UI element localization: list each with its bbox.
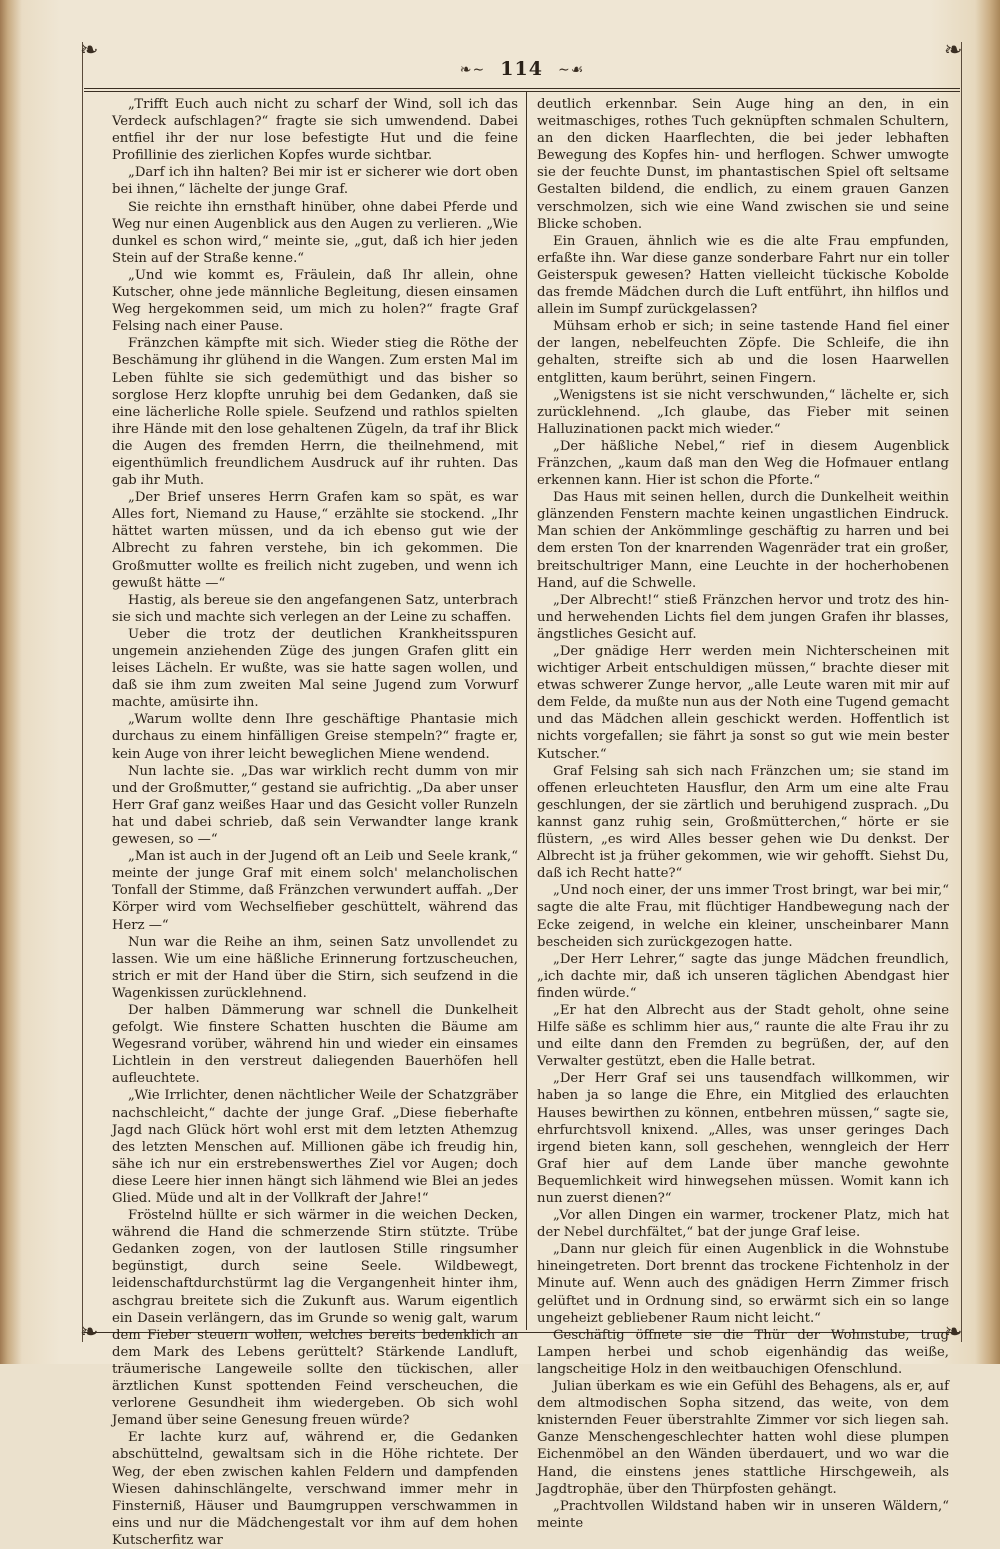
paragraph-continued: deutlich erkennbar. Sein Auge hing an den, in ein weitmaschiges, rothes Tuch geknüpften schmalen Schultern, an den dicken Haarflechten, die bei jeder lebhaften Bewegung des Kopfes hin- und herflogen. Schwer umwogte sie der feuchte Dunst, im phantastischen Spiel oft seltsame Gestalten bildend, die endlich, zu einem grauen Ganzen verschmolzen, sich wie eine Wand zwischen sie und seine Blicke schoben. — [537, 97, 949, 232]
paragraph: Fränzchen kämpfte mit sich. Wieder stieg die Röthe der Beschämung ihr glühend in die Wangen. Zum ersten Mal im Leben fühlte sie sich gedemüthigt und das bisher so sorglose Herz klopfte unruhig bei dem Gedanken, daß sie eine lächerliche Rolle spiele. Seufzend und rathlos spielten ihre Hände mit den lose gehaltenen Zügeln, da traf ihr Blick die Augen des fremden Herrn, die theilnehmend, mit eigenthümlich freundlichem Ausdruck auf ihr ruhten. Das gab ihr Muth. — [112, 336, 518, 489]
paragraph: Nun war die Reihe an ihm, seinen Satz unvollendet zu lassen. Wie um eine häßliche Erinnerung fortzuscheuchen, strich er mit der Hand über die Stirn, sich seufzend in die Wagenkissen zurücklehnend. — [112, 934, 518, 1001]
paragraph: „Der Herr Lehrer,“ sagte das junge Mädchen freundlich, „ich dachte mir, daß ich unseren täglichen Abendgast hier finden würde.“ — [537, 951, 949, 1001]
header-ornament-left: ❧∼ — [459, 62, 486, 78]
paragraph: Sie reichte ihn ernsthaft hinüber, ohne dabei Pferde und Weg nur einen Augenblick aus den Augen zu verlieren. „Wie dunkel es schon wird,“ meinte sie, „gut, daß ich hier jeden Stein auf der Straße kenne.“ — [112, 199, 518, 266]
page-header — [82, 58, 962, 86]
right-column — [537, 96, 949, 1531]
paragraph: „Und wie kommt es, Fräulein, daß Ihr allein, ohne Kutscher, ohne jede männliche Begleitung, diesen einsamen Weg hergekommen seid, um mich zu holen?“ fragte Graf Felsing nach einer Pause. — [112, 267, 518, 335]
paragraph: „Prachtvollen Wildstand haben wir in unseren Wäldern,“ meinte — [537, 1498, 949, 1531]
left-column — [112, 96, 518, 1548]
paragraph: Hastig, als bereue sie den angefangenen Satz, unterbrach sie sich und machte sich verlegen an der Leine zu schaffen. — [112, 592, 518, 625]
paragraph: „Dann nur gleich für einen Augenblick in die Wohnstube hineingetreten. Dort brennt das trockene Fichtenholz in der Minute auf. Wenn auch des gnädigen Herrn Zimmer frisch gelüftet und in Ordnung sind, so erwärmt sich ein so lange ungeheizt gebliebener Raum nicht leicht.“ — [537, 1242, 949, 1326]
corner-ornament-top-left: ❧ — [80, 38, 99, 63]
corner-ornament-bottom-left: ❧ — [80, 1320, 99, 1345]
paragraph: „Der häßliche Nebel,“ rief in diesem Augenblick Fränzchen, „kaum daß man den Weg die Hofmauer entlang erkennen kann. Hier ist schon die Pforte.“ — [537, 438, 949, 489]
paragraph: „Wenigstens ist sie nicht verschwunden,“ lächelte er, sich zurücklehnend. „Ich glaube, das Fieber mit seinen Halluzinationen packt mich wieder.“ — [537, 387, 949, 437]
header-rule-inner — [84, 91, 960, 92]
paragraph: „Der Herr Graf sei uns tausendfach willkommen, wir haben ja so lange die Ehre, ein Mitglied des erlauchten Hauses bewirthen zu können, entbehren müssen,“ sagte sie, ehrfurchtsvoll knixend. „Alles, was unser geringes Dach irgend bieten kann, soll geschehen, wenngleich der Herr Graf hier auf dem Lande über manche gewohnte Bequemlichkeit wird hinwegsehen müssen. Womit kann ich nun zuerst dienen?“ — [537, 1071, 949, 1206]
paragraph: „Man ist auch in der Jugend oft an Leib und Seele krank,“ meinte der junge Graf mit einem solch' melancholischen Tonfall der Stimme, daß Fränzchen verwundert auffah. „Der Körper wird vom Wechselfieber geschüttelt, während das Herz —“ — [112, 849, 518, 933]
paragraph: Ein Grauen, ähnlich wie es die alte Frau empfunden, erfaßte ihn. War diese ganze sonderbare Fahrt nur ein toller Geisterspuk gewesen? Hatten vielleicht tückische Kobolde das fremde Mädchen durch die Luft entführt, ihn hilflos und allein im Sumpf zurückgelassen? — [537, 233, 949, 318]
paragraph: „Vor allen Dingen ein warmer, trockener Platz, mich hat der Nebel durchfältet,“ bat der junge Graf leise. — [537, 1208, 949, 1241]
paragraph: Das Haus mit seinen hellen, durch die Dunkelheit weithin glänzenden Fenstern machte keinen ungastlichen Eindruck. Man schien der Ankömmlinge geschäftig zu harren und bei dem ersten Ton der knarrenden Wagenräder trat ein großer, breitschultriger Mann, eine Leuchte in der hocherhobenen Hand, auf die Schwelle. — [537, 490, 949, 591]
paragraph: Nun lachte sie. „Das war wirklich recht dumm von mir und der Großmutter,“ gestand sie aufrichtig. „Da aber unser Herr Graf ganz weißes Haar und das Gesicht voller Runzeln hat und dabei schrieb, daß sein Verwandter lange krank gewesen, so —“ — [112, 763, 518, 848]
paragraph: Ueber die trotz der deutlichen Krankheitsspuren ungemein anziehenden Züge des jungen Grafen glitt ein leises Lächeln. Er wußte, was sie hatte sagen wollen, und daß sie ihm zum zweiten Mal seine Jugend zum Vorwurf machte, amüsirte ihn. — [112, 626, 518, 711]
paragraph: „Trifft Euch auch nicht zu scharf der Wind, soll ich das Verdeck aufschlagen?“ fragte sie sich umwendend. Dabei entfiel ihr der nur lose befestigte Hut und die feine Profillinie des zierlichen Kopfes wurde sichtbar. — [112, 97, 518, 164]
paragraph: „Darf ich ihn halten? Bei mir ist er sicherer wie dort oben bei ihnen,“ lächelte der junge Graf. — [112, 165, 518, 198]
paragraph: „Der Brief unseres Herrn Grafen kam so spät, es war Alles fort, Niemand zu Hause,“ erzählte sie stockend. „Ihr hättet warten müssen, und da ich ebenso gut wie der Albrecht zu fahren verstehe, bin ich gekommen. Die Großmutter wollte es freilich nicht zugeben, und wenn ich gewußt hätte —“ — [112, 490, 518, 591]
paragraph: Mühsam erhob er sich; in seine tastende Hand fiel einer der langen, nebelfeuchten Zöpfe. Die Schleife, die ihn gehalten, streifte sich ab und die losen Haarwellen entglitten, kaum berührt, seinen Fingern. — [537, 319, 949, 386]
paragraph: „Der Albrecht!“ stieß Fränzchen hervor und trotz des hin- und herwehenden Lichts fiel dem jungen Grafen ihr blasses, ängstliches Gesicht auf. — [537, 592, 949, 642]
paragraph: „Wie Irrlichter, denen nächtlicher Weile der Schatzgräber nachschleicht,“ dachte der junge Graf. „Diese fieberhafte Jagd nach Glück hört wohl erst mit dem letzten Athemzug des letzten Menschen auf. Millionen gäbe ich freudig hin, sähe ich nur ein erstrebenswerthes Ziel vor Augen; doch diese Leere hier innen hängt sich lähmend wie Blei an jedes Glied. Müde und alt in der Vollkraft der Jahre!“ — [112, 1088, 518, 1206]
paragraph: „Und noch einer, der uns immer Trost bringt, war bei mir,“ sagte die alte Frau, mit flüchtiger Handbewegung nach der Ecke zeigend, in welche ein kleiner, unscheinbarer Mann bescheiden sich zurückgezogen hatte. — [537, 883, 949, 950]
paragraph: „Warum wollte denn Ihre geschäftige Phantasie mich durchaus zu einem hinfälligen Greise stempeln?“ fragte er, kein Auge von ihrer leicht beweglichen Miene wendend. — [112, 712, 518, 762]
paragraph: Geschäftig öffnete sie die Thür der Wohnstube, trug Lampen herbei und schob eigenhändig das weiße, langscheitige Holz in den weitbauchigen Ofenschlund. — [537, 1327, 949, 1377]
paragraph: Graf Felsing sah sich nach Fränzchen um; sie stand im offenen erleuchteten Hausflur, den Arm um eine alte Frau geschlungen, der sie zärtlich und beruhigend zusprach. „Du kannst ganz ruhig sein, Großmütterchen,“ hörte er sie flüstern, „es wird Alles besser gehen wie Du denkst. Der Albrecht ist ja früher gekommen, wie wir gehofft. Siehst Du, daß ich Recht hatte?“ — [537, 763, 949, 882]
paragraph: Er lachte kurz auf, während er, die Gedanken abschüttelnd, gewaltsam sich in die Höhe richtete. Der Weg, der eben zwischen kahlen Feldern und dampfenden Wiesen dahinschlängelte, verschwand immer mehr in Finsterniß, Häuser und Baumgruppen verschwammen in eins und nur die Mädchengestalt vor ihm auf dem hohen Kutscherfitz war — [112, 1430, 518, 1548]
column-divider — [526, 92, 527, 1330]
paragraph: Fröstelnd hüllte er sich wärmer in die weichen Decken, während die Hand die schmerzende Stirn stützte. Trübe Gedanken zogen, von der lautlosen Stille ringsumher begünstigt, durch seine Seele. Wildbewegt, leidenschaftdurchstürmt lag die Vergangenheit hinter ihm, aschgrau breitete sich die Zukunft aus. Warum eigentlich ein Dasein verlängern, das im Grunde so wenig galt, warum dem Fieber steuern wollen, welches bereits bedenklich an dem Mark des Lebens gerüttelt? Stärkende Landluft, träumerische Langeweile sollte den tückischen, aller ärztlichen Kunst spottenden Feind verscheuchen, die verlorene Gesundheit ihm wiedergeben. Ob sich wohl Jemand über seine Genesung freuen würde? — [112, 1208, 518, 1429]
paragraph: Julian überkam es wie ein Gefühl des Behagens, als er, auf dem altmodischen Sopha sitzend, das weite, von dem knisternden Feuer überstrahlte Zimmer vor sich liegen sah. Ganze Menschengeschlechter hatten wohl diese plumpen Eichenmöbel an den Wänden überdauert, und wo war die Hand, die einstens jenes stattliche Hirschgeweih, als Jagdtrophäe, über den Thürpfosten gehängt. — [537, 1379, 949, 1497]
page-number: 114 — [500, 58, 543, 80]
corner-ornament-bottom-right: ❧ — [944, 1320, 963, 1345]
header-ornament-right: ∼☙ — [557, 62, 585, 78]
corner-ornament-top-right: ❧ — [944, 38, 963, 63]
paragraph: „Er hat den Albrecht aus der Stadt geholt, ohne seine Hilfe säße es schlimm hier aus,“ raunte die alte Frau ihr zu und eilte dann den Fremden zu begrüßen, der, auf den Verwalter gestützt, eben die Halle betrat. — [537, 1002, 949, 1070]
paragraph: Der halben Dämmerung war schnell die Dunkelheit gefolgt. Wie finstere Schatten huschten die Bäume am Wegesrand vorüber, während hin und wieder ein einsames Lichtlein in den verstreut daliegenden Bauerhöfen hell aufleuchtete. — [112, 1002, 518, 1087]
header-rule — [84, 88, 960, 89]
paragraph: „Der gnädige Herr werden mein Nichterscheinen mit wichtiger Arbeit entschuldigen müssen,“ brachte dieser mit etwas schwerer Zunge hervor, „alle Leute waren mit mir auf dem Felde, da mußte nun aus der Noth eine Tugend gemacht und das Mädchen allein geschickt werden. Hoffentlich ist nichts vorgefallen; sie fährt ja sonst so gut wie mein bester Kutscher.“ — [537, 644, 949, 762]
